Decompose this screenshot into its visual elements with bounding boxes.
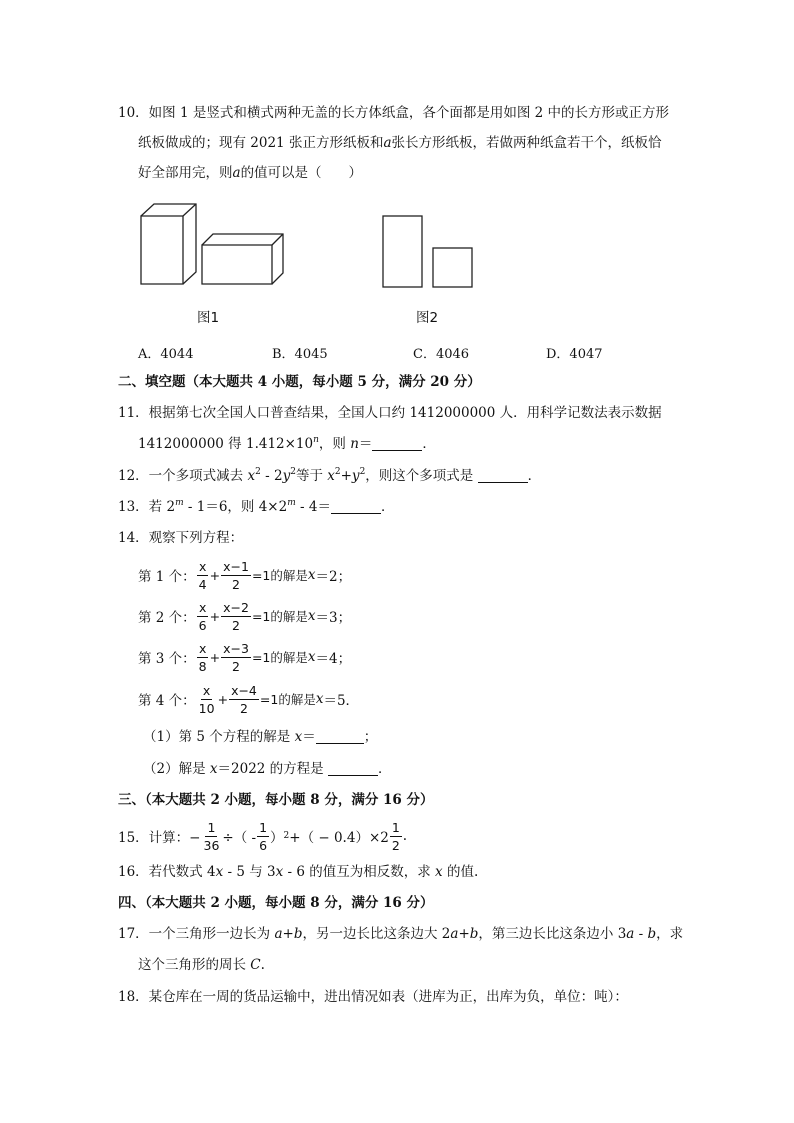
denominator: 2 bbox=[232, 658, 240, 674]
figure-2-boards bbox=[380, 212, 480, 290]
var-n: n bbox=[350, 436, 359, 452]
equation-label: 第 1 个： bbox=[138, 569, 196, 585]
option-d: D．4047 bbox=[546, 347, 603, 362]
numerator: 1 bbox=[259, 819, 268, 835]
q12-line bbox=[118, 466, 541, 486]
q13-mid: - 1＝6，则 4×2 bbox=[183, 499, 288, 515]
q12-suffix: ，则这个多项式是 bbox=[365, 468, 478, 484]
q17-expr2: a+b bbox=[450, 926, 479, 942]
option-c: C．4046 bbox=[413, 347, 470, 362]
q11-line2-c: ＝ bbox=[358, 436, 373, 452]
numerator: x bbox=[198, 599, 207, 615]
denominator: 2 bbox=[232, 617, 240, 633]
exp: 2 bbox=[334, 467, 341, 477]
q13-exp: m bbox=[175, 498, 184, 508]
var-x: x bbox=[275, 864, 284, 880]
denominator: 2 bbox=[232, 576, 240, 592]
q14-sub2-b: ＝2022 的方程是 bbox=[217, 761, 328, 777]
equation-label: 第 4 个： bbox=[138, 693, 196, 709]
option-a: A．4044 bbox=[138, 347, 194, 362]
q13-end: ． bbox=[381, 499, 395, 515]
section-4-title: 四、（本大题共 2 小题，每小题 8 分，满分 16 分） bbox=[118, 895, 434, 911]
var-y: y bbox=[282, 468, 291, 484]
q12-prefix: 12．一个多项式减去 bbox=[118, 468, 248, 484]
q15-end: . bbox=[402, 828, 408, 844]
var-x: x bbox=[215, 864, 224, 880]
q17-line2-a: 这个三角形的周长 bbox=[138, 957, 251, 973]
plus-sign: + bbox=[209, 567, 221, 583]
denominator: 8 bbox=[198, 658, 207, 674]
q17-line1-a: 17．一个三角形一边长为 bbox=[118, 926, 275, 942]
q17-line1-b: ，另一边长比这条边大 2 bbox=[302, 926, 451, 942]
exp: 2 bbox=[290, 467, 296, 477]
q17-line1 bbox=[118, 924, 683, 944]
q10-line3-a: 好全部用完，则 bbox=[138, 165, 233, 181]
equation-answer: ＝4； bbox=[315, 651, 352, 667]
q14-equation-3 bbox=[138, 639, 351, 675]
q14-sub1-a: （1）第 5 个方程的解是 bbox=[143, 729, 295, 745]
var-x: x bbox=[209, 761, 218, 777]
denominator: 6 bbox=[259, 837, 268, 853]
q18-line1: 18．某仓库在一周的货品运输中，进出情况如表（进库为正，出库为负，单位：吨）： bbox=[118, 989, 628, 1005]
q17-line1-c: ，第三边长比这条边小 3 bbox=[478, 926, 627, 942]
var-a: a bbox=[626, 926, 635, 942]
var-b: b bbox=[647, 926, 657, 942]
option-b: B．4045 bbox=[272, 347, 328, 362]
q15-div: ÷（ - bbox=[222, 830, 257, 846]
fraction bbox=[229, 683, 259, 716]
q10-line2-b: 张长方形纸板，若做两种纸盒若干个，纸板恰 bbox=[391, 135, 662, 151]
q14-sub1 bbox=[143, 727, 377, 747]
numerator: x−3 bbox=[223, 640, 249, 656]
q13-exp-2: m bbox=[287, 498, 296, 508]
fraction bbox=[257, 820, 269, 853]
fraction bbox=[197, 683, 217, 716]
exp: 2 bbox=[359, 467, 366, 477]
q14-sub1-b: ＝ bbox=[302, 729, 316, 745]
q14-sub1-end: ； bbox=[363, 729, 378, 745]
var-x: x bbox=[315, 691, 324, 707]
q16-mid2: - 6 的值互为相反数，求 bbox=[283, 864, 436, 880]
q16-line bbox=[118, 862, 478, 882]
q13-answer-blank[interactable] bbox=[331, 499, 381, 514]
plus-sign: + bbox=[217, 691, 229, 707]
numerator: x bbox=[198, 558, 207, 574]
plus-sign: + bbox=[209, 649, 221, 665]
q14-equation-2 bbox=[138, 598, 351, 634]
fraction bbox=[221, 600, 251, 633]
q15-mid: +（ − 0.4）×2 bbox=[289, 830, 389, 846]
q14-sub2-answer-blank[interactable] bbox=[328, 761, 378, 776]
q11-line1: 11．根据第七次全国人口普查结果，全国人口约 1412000000 人．用科学记数法表示数据 bbox=[118, 405, 662, 421]
equation-label: 第 3 个： bbox=[138, 651, 196, 667]
equation-tail: =1的解是 bbox=[251, 568, 308, 583]
equation-label: 第 2 个： bbox=[138, 610, 196, 626]
q14-intro: 14．观察下列方程： bbox=[118, 530, 244, 546]
fraction bbox=[197, 641, 209, 674]
q13-prefix: 13．若 2 bbox=[118, 499, 176, 515]
plus-sign: + bbox=[209, 608, 221, 624]
numerator: x−2 bbox=[223, 599, 249, 615]
q15-paren: ） bbox=[270, 830, 284, 846]
q10-line3-b: 的值可以是（ ） bbox=[240, 165, 363, 181]
var-x: x bbox=[435, 864, 443, 880]
q17-minus: - bbox=[634, 926, 648, 942]
denominator: 2 bbox=[391, 837, 400, 853]
fraction bbox=[202, 820, 222, 853]
var-x: x bbox=[307, 649, 316, 665]
q11-line2 bbox=[138, 434, 436, 454]
figure-1-boxes bbox=[138, 200, 288, 290]
var-x: x bbox=[247, 468, 256, 484]
q10-line2-a: 纸板做成的；现有 2021 张正方形纸板和 bbox=[138, 135, 384, 151]
figure-2-caption: 图2 bbox=[416, 310, 439, 326]
q12-eq: 等于 bbox=[295, 468, 328, 484]
denominator: 36 bbox=[203, 837, 220, 853]
q14-sub2-end: ． bbox=[377, 761, 392, 777]
q10-line2 bbox=[138, 133, 662, 153]
q16-mid1: - 5 与 3 bbox=[223, 864, 276, 880]
fraction bbox=[197, 559, 209, 592]
q11-answer-blank[interactable] bbox=[372, 436, 422, 451]
denominator: 4 bbox=[198, 576, 207, 592]
q14-sub1-answer-blank[interactable] bbox=[316, 729, 364, 744]
q15-line: 15．计算：− $\frac{1}{36}$ ÷（ - $\frac{1}{6}$ ） 2 +（ − 0.4）×2 $\frac{1}{2}$ . bbox=[118, 819, 408, 853]
q11-end: ． bbox=[422, 436, 436, 452]
q17-end: . bbox=[260, 957, 265, 973]
numerator: x bbox=[202, 682, 211, 698]
q13-tail: - 4＝ bbox=[295, 499, 331, 515]
q11-line2-a: 1412000000 得 1.412×10 bbox=[138, 436, 314, 452]
numerator: 1 bbox=[391, 819, 400, 835]
q15-prefix: 15．计算：− bbox=[118, 830, 201, 846]
var-x: x bbox=[294, 729, 303, 745]
q12-plus: + bbox=[340, 468, 352, 484]
q11-exponent: n bbox=[313, 435, 319, 445]
equation-tail: =1的解是 bbox=[259, 692, 316, 707]
var-a: a bbox=[383, 135, 392, 151]
numerator: x bbox=[198, 640, 207, 656]
q17-line2 bbox=[138, 955, 265, 975]
section-2-title: 二、填空题（本大题共 4 小题，每小题 5 分，满分 20 分） bbox=[118, 374, 481, 390]
denominator: 10 bbox=[198, 700, 215, 716]
equation-tail: =1的解是 bbox=[251, 650, 308, 665]
q10-line1: 10．如图 1 是竖式和横式两种无盖的长方体纸盒，各个面都是用如图 2 中的长方形或正方形 bbox=[118, 105, 670, 121]
var-y: y bbox=[351, 468, 360, 484]
equation-answer: ＝2； bbox=[315, 569, 352, 585]
q12-answer-blank[interactable] bbox=[478, 468, 528, 483]
var-x: x bbox=[307, 567, 316, 583]
fraction bbox=[221, 641, 251, 674]
q12-term: - 2 bbox=[260, 468, 283, 484]
figure-1-caption: 图1 bbox=[197, 310, 220, 326]
fraction bbox=[221, 559, 251, 592]
numerator: x−4 bbox=[231, 682, 257, 698]
fraction bbox=[197, 600, 209, 633]
q14-equation-4 bbox=[138, 681, 359, 717]
fraction bbox=[390, 820, 402, 853]
var-x: x bbox=[327, 468, 335, 484]
q13-line bbox=[118, 497, 395, 517]
section-3-title: 三、（本大题共 2 小题，每小题 8 分，满分 16 分） bbox=[118, 792, 434, 808]
var-a-2: a bbox=[232, 165, 241, 181]
equation-tail: =1的解是 bbox=[251, 609, 308, 624]
var-x: x bbox=[307, 608, 316, 624]
q14-equation-1 bbox=[138, 557, 351, 593]
var-c: C bbox=[250, 957, 261, 973]
numerator: 1 bbox=[207, 819, 216, 835]
q17-line1-d: ，求 bbox=[656, 926, 684, 942]
numerator: x−1 bbox=[223, 558, 249, 574]
denominator: 6 bbox=[198, 617, 207, 633]
q16-end: 的值. bbox=[442, 864, 479, 880]
equation-answer: ＝5． bbox=[323, 693, 360, 709]
q11-line2-b: ，则 bbox=[318, 436, 351, 452]
q10-line3 bbox=[138, 163, 362, 183]
q14-sub2-a: （2）解是 bbox=[143, 761, 210, 777]
q14-sub2 bbox=[143, 759, 391, 779]
denominator: 2 bbox=[240, 700, 248, 716]
q12-end: ． bbox=[527, 468, 542, 484]
q16-prefix: 16．若代数式 4 bbox=[118, 864, 216, 880]
exp: 2 bbox=[255, 467, 261, 477]
equation-answer: ＝3； bbox=[315, 610, 352, 626]
q17-expr1: a+b bbox=[274, 926, 303, 942]
